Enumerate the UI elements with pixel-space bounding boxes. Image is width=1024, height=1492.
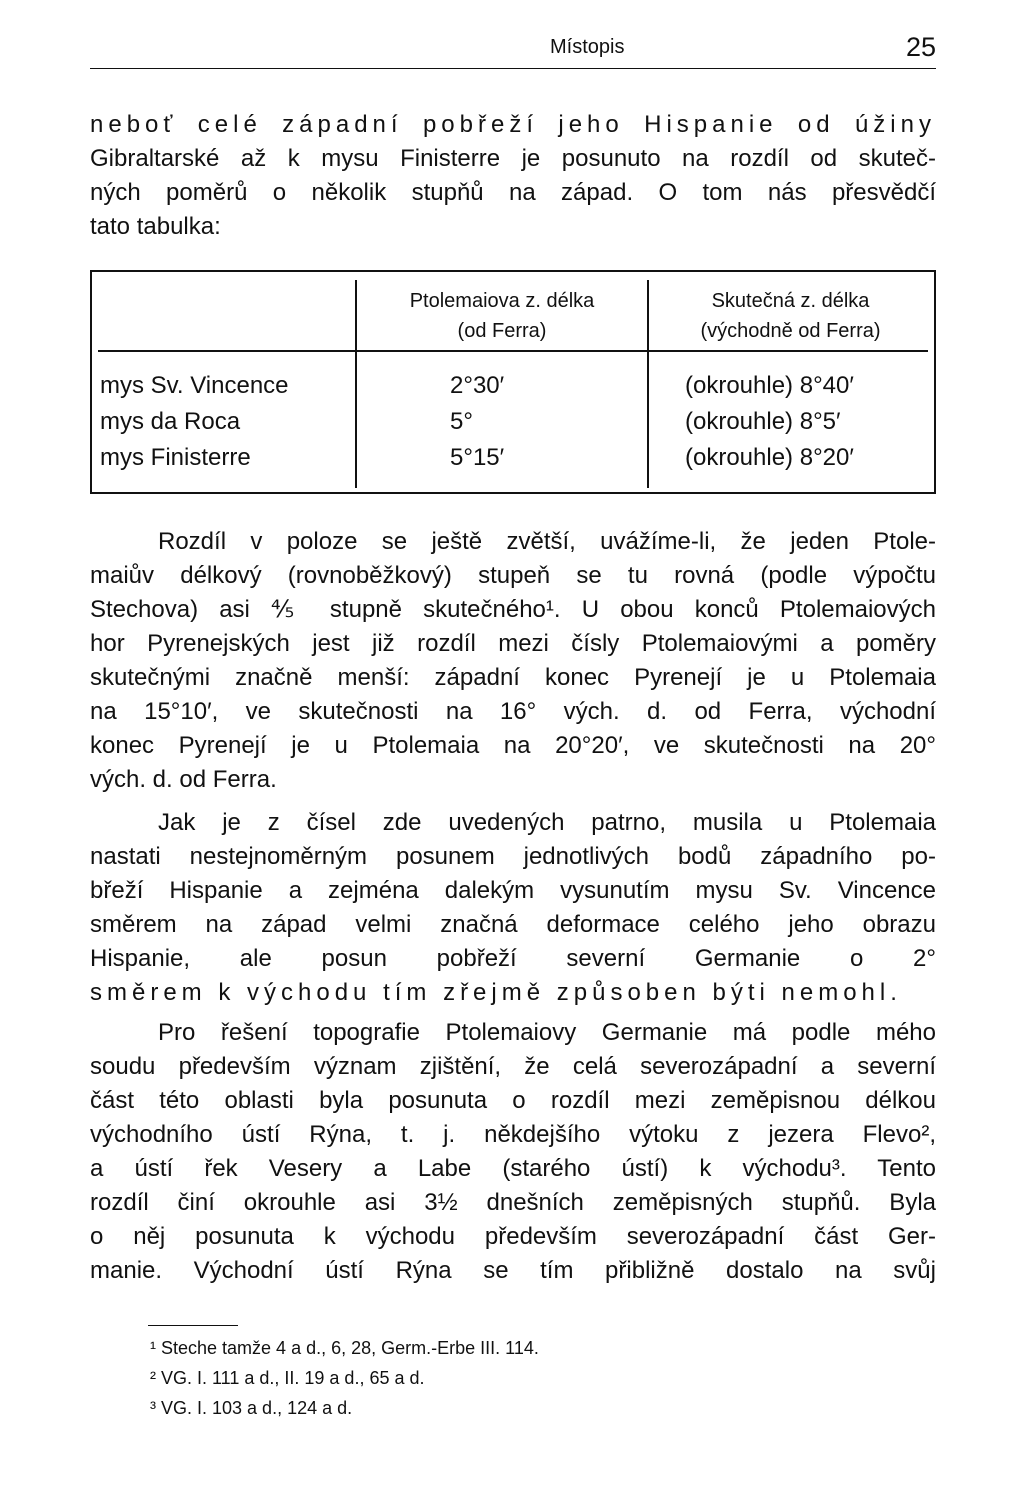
paragraph-line: a ústí řek Vesery a Labe (starého ústí) k východu³. Tento <box>90 1155 936 1182</box>
footnote-rule <box>148 1325 238 1326</box>
column-header-line: Skutečná z. délka <box>711 290 870 312</box>
page-number: 25 <box>905 32 936 62</box>
paragraph-line: Rozdíl v poloze se ještě zvětší, uvážíme-li, že jeden Ptole- <box>158 528 936 555</box>
table-cell-place: mys Finisterre <box>100 444 251 471</box>
paragraph-line: Hispanie, ale posun pobřeží severní Germanie o 2° <box>90 945 936 972</box>
footnote: ² VG. I. 111 a d., II. 19 a d., 65 a d. <box>150 1368 425 1388</box>
column-header-line: Ptolemaiova z. délka <box>409 290 595 312</box>
paragraph-line: soudu především význam zjištění, že celá severozápadní a severní <box>90 1053 936 1080</box>
paragraph-line: Gibraltarské až k mysu Finisterre je posunuto na rozdíl od skuteč- <box>90 145 936 172</box>
running-title: Místopis <box>550 36 625 58</box>
paragraph-line: vých. d. od Ferra. <box>90 766 277 793</box>
table-cell-ptolemy: 2°30′ <box>450 372 505 399</box>
table-cell-actual: (okrouhle) 8°5′ <box>685 408 841 435</box>
longitude-table <box>90 270 936 494</box>
table-cell-actual: (okrouhle) 8°20′ <box>685 444 854 471</box>
paragraph-line: hor Pyrenejských jest již rozdíl mezi čísly Ptolemaiovými a poměry <box>90 630 936 657</box>
paragraph-line: konec Pyrenejí je u Ptolemaia na 20°20′, ve skutečnosti na 20° <box>90 732 936 759</box>
paragraph-line: směrem k východu tím zřejmě způsoben býti nemohl. <box>90 979 902 1006</box>
paragraph-line: o něj posunuta k východu především severozápadní část Ger- <box>90 1223 936 1250</box>
table-cell-ptolemy: 5°15′ <box>450 444 505 471</box>
header-rule <box>98 350 928 352</box>
paragraph-line: maiův délkový (rovnoběžkový) stupeň se tu rovná (podle výpočtu <box>90 562 936 589</box>
paragraph-line: směrem na západ velmi značná deformace celého jeho obrazu <box>90 911 936 938</box>
paragraph-line: Pro řešení topografie Ptolemaiovy Germanie má podle mého <box>158 1019 936 1046</box>
footnote: ³ VG. I. 103 a d., 124 a d. <box>150 1398 353 1418</box>
paragraph-line: nastati nestejnoměrným posunem jednotlivých bodů západního po- <box>90 843 936 870</box>
column-header-line: (východně od Ferra) <box>700 320 881 342</box>
table-cell-actual: (okrouhle) 8°40′ <box>685 372 854 399</box>
paragraph-line: Jak je z čísel zde uvedených patrno, musila u Ptolemaia <box>158 809 936 836</box>
paragraph-line: tato tabulka: <box>90 213 221 240</box>
table-cell-place: mys da Roca <box>100 408 241 435</box>
column-header-line: (od Ferra) <box>457 320 547 342</box>
paragraph-line: břeží Hispanie a zejména dalekým vysunutím mysu Sv. Vincence <box>90 877 936 904</box>
paragraph-line: Stechova) asi ⅘ stupně skutečného¹. U obou konců Ptolemaiových <box>90 596 936 623</box>
table-cell-ptolemy: 5° <box>450 408 473 435</box>
paragraph-line: manie. Východní ústí Rýna se tím přibližně dostalo na svůj <box>90 1257 936 1284</box>
paragraph-line: část této oblasti byla posunuta o rozdíl mezi zeměpisnou délkou <box>90 1087 936 1114</box>
table-cell-place: mys Sv. Vincence <box>100 372 289 399</box>
paragraph-line: východního ústí Rýna, t. j. někdejšího výtoku z jezera Flevo², <box>90 1121 936 1148</box>
paragraph-line: skutečnými značně menší: západní konec Pyrenejí je u Ptolemaia <box>90 664 936 691</box>
running-head <box>90 34 936 69</box>
footnote: ¹ Steche tamže 4 a d., 6, 28, Germ.-Erbe III. 114. <box>150 1338 539 1358</box>
paragraph-line: na 15°10′, ve skutečnosti na 16° vých. d. od Ferra, východní <box>90 698 936 725</box>
column-header-ptolemy <box>357 286 647 346</box>
paragraph-line: neboť celé západní pobřeží jeho Hispanie od úžiny <box>90 111 936 138</box>
paragraph-line: rozdíl činí okrouhle asi 3½ dnešních zeměpisných stupňů. Byla <box>90 1189 936 1216</box>
column-header-actual <box>649 286 932 346</box>
paragraph-line: ných poměrů o několik stupňů na západ. O tom nás přesvědčí <box>90 179 936 206</box>
